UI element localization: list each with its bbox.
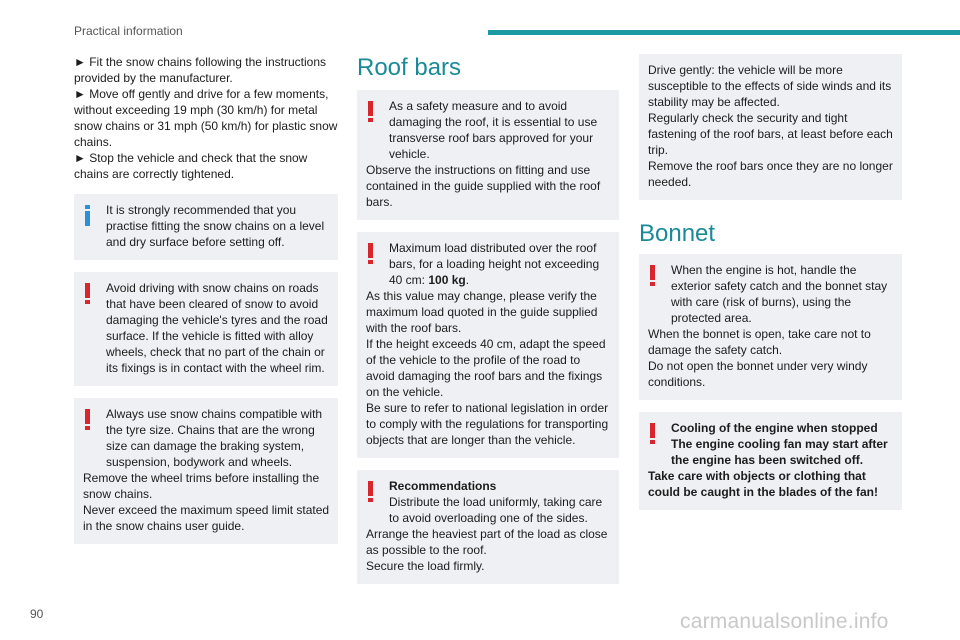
warning-text: Never exceed the maximum speed limit stated in the snow chains user guide. [83,503,330,533]
warning-icon [85,283,91,303]
box-title: Cooling of the engine when stopped [671,421,878,435]
watermark: carmanualsonline.info [680,610,889,633]
warning-icon [368,101,374,121]
warning-box-recommendations [357,470,619,584]
max-load-value: 100 kg [428,273,466,287]
column-snow-chains [74,54,338,544]
warning-text: The engine cooling fan may start after the engine has been switched off. [671,437,888,467]
warning-text: Observe the instructions on fitting and use contained in the guide supplied with the roof bars. [366,163,601,209]
info-text: It is strongly recommended that you practise fitting the snow chains on a level and dry surface before setting off. [106,203,325,249]
running-header: Practical information [74,24,183,38]
warning-text: Take care with objects or clothing that could be caught in the blades of the fan! [648,469,879,499]
warning-text: Remove the wheel trims before installing the snow chains. [83,471,320,501]
warning-text: Do not open the bonnet under very windy conditions. [648,359,868,389]
warning-text: Be sure to refer to national legislation in order to comply with the regulations for transporting objects that are longer than the vehicle. [366,401,609,447]
warning-text: Arrange the heaviest part of the load as close as possible to the roof. [366,527,608,557]
max-load-text: Maximum load distributed over the roof bars, for a loading height not exceeding 40 cm: 100 kg. [389,241,600,287]
warning-icon [650,423,656,443]
note-text: Regularly check the security and tight fastening of the roof bars, at least before each trip. [648,111,893,157]
warning-text: When the bonnet is open, take care not to damage the safety catch. [648,327,871,357]
warning-icon [85,409,91,429]
note-text: Remove the roof bars once they are no longer needed. [648,159,893,189]
step-move-off: ► Move off gently and drive for a few moments, without exceeding 19 mph (30 km/h) for metal snow chains or 31 mph (50 km/h) for plastic snow chains. [74,87,338,149]
warning-box-compatible-chains [74,398,338,544]
column-bonnet [639,54,902,510]
warning-text: Secure the load firmly. [366,559,485,573]
warning-text: If the height exceeds 40 cm, adapt the speed of the vehicle to the profile of the road to avoid damaging the roof bars and the fixings on the vehicle. [366,337,606,399]
column-roof-bars [357,54,619,584]
note-text: Drive gently: the vehicle will be more susceptible to the effects of side winds and its stability may be affected. [648,63,892,109]
warning-text: When the engine is hot, handle the exterior safety catch and the bonnet stay with care (risk of burns), using the protected area. [671,263,888,325]
warning-box-cooling-fan [639,412,902,510]
warning-text: Distribute the load uniformly, taking care to avoid overloading one of the sides. [389,495,603,525]
warning-box-hot-engine [639,254,902,400]
warning-icon [368,481,374,501]
warning-box-cleared-roads [74,272,338,386]
page-number: 90 [30,607,44,621]
header-accent-bar [488,30,960,35]
info-icon [85,205,91,225]
warning-box-approved-bars [357,90,619,220]
warning-box-maximum-load [357,232,619,458]
warning-text: Avoid driving with snow chains on roads that have been cleared of snow to avoid damaging the vehicle's tyres and the road surface. If the vehicle is fitted with alloy wheels, check that no part of the chain or its fixings is in contact with the wheel rim. [106,281,328,375]
info-box-practise [74,194,338,260]
warning-text: As this value may change, please verify the maximum load quoted in the guide supplied with the roof bars. [366,289,598,335]
box-title: Recommendations [389,479,497,493]
warning-icon [650,265,656,285]
roof-bars-continued-box [639,54,902,200]
warning-text: Always use snow chains compatible with the tyre size. Chains that are the wrong size can damage the braking system, suspension, bodywork and wheels. [106,407,323,469]
warning-icon [368,243,374,263]
warning-text: As a safety measure and to avoid damaging the roof, it is essential to use transverse roof bars approved for your vehicle. [389,99,598,161]
section-heading-bonnet: Bonnet [639,220,716,247]
step-fit-chains: ► Fit the snow chains following the instructions provided by the manufacturer. [74,55,326,85]
step-check-tightened: ► Stop the vehicle and check that the snow chains are correctly tightened. [74,151,308,181]
section-heading-roof-bars: Roof bars [357,54,462,81]
